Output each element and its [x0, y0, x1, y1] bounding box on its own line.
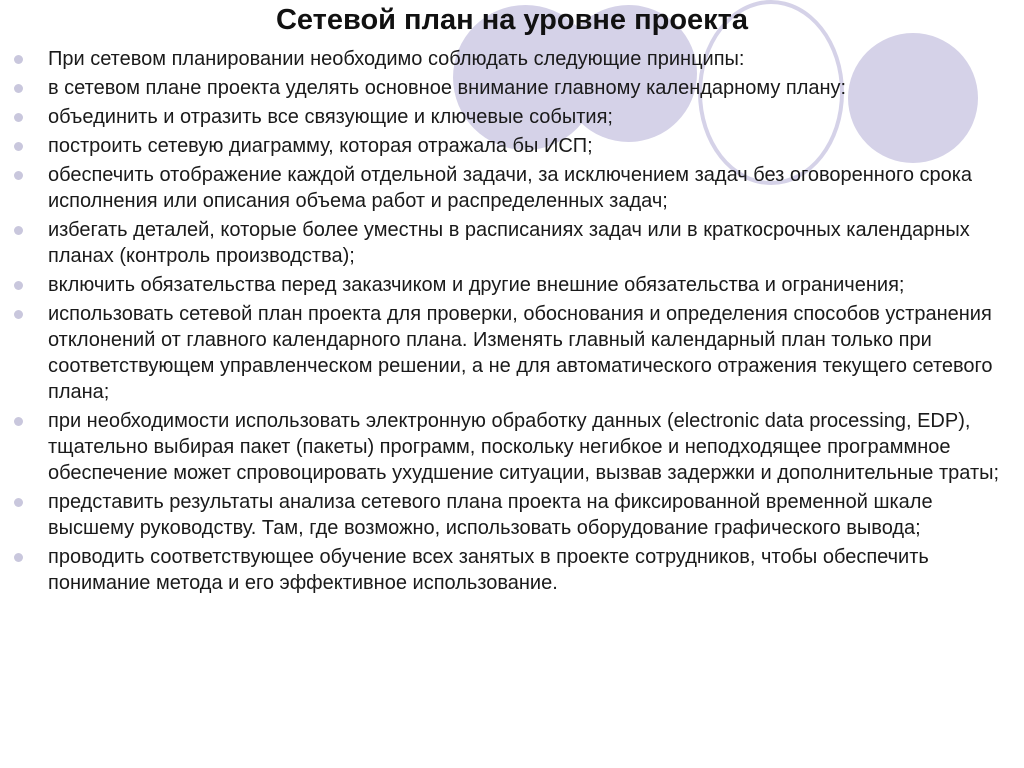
list-item: [14, 544, 1014, 596]
bullet-icon: [14, 113, 23, 122]
list-item-text: избегать деталей, которые более уместны в расписаниях задач или в краткосрочных календарных планах (контроль производства);: [48, 219, 970, 267]
list-item: [14, 217, 1014, 269]
list-item-text: проводить соответствующее обучение всех занятых в проекте сотрудников, чтобы обеспечить понимание метода и его эффективное использование.: [48, 546, 929, 594]
bullet-icon: [14, 310, 23, 319]
slide-title: Сетевой план на уровне проекта: [275, 4, 749, 36]
list-item-text: включить обязательства перед заказчиком и другие внешние обязательства и ограничения;: [48, 274, 905, 296]
bullet-icon: [14, 171, 23, 180]
bullet-icon: [14, 498, 23, 507]
bullet-icon: [14, 281, 23, 290]
bullet-icon: [14, 55, 23, 64]
list-item-text: При сетевом планировании необходимо соблюдать следующие принципы:: [48, 48, 745, 70]
list-item-text: при необходимости использовать электронную обработку данных (electronic data processing, EDP), тщательно выбирая пакет (пакеты) программ, поскольку негибкое и неподходящее программное обеспечение может спровоцировать ухудшение ситуации, вызвав задержки и дополнительные траты;: [48, 410, 1000, 484]
bullet-icon: [14, 142, 23, 151]
list-item: [14, 75, 1014, 101]
list-item: [14, 133, 1014, 159]
list-item: [14, 301, 1014, 405]
bullet-icon: [14, 84, 23, 93]
list-item: [14, 408, 1014, 486]
bullet-icon: [14, 226, 23, 235]
list-item-text: в сетевом плане проекта уделять основное внимание главному календарному плану:: [48, 77, 847, 99]
list-item: [14, 272, 1014, 298]
bullet-icon: [14, 553, 23, 562]
list-item: [14, 162, 1014, 214]
list-item: [14, 104, 1014, 130]
list-item-text: использовать сетевой план проекта для проверки, обоснования и определения способов устранения отклонений от главного календарного плана. Изменять главный календарный план только при соответствующем управленческом решении, а не для автоматического отражения текущего сетевого плана;: [48, 303, 993, 403]
list-item-text: представить результаты анализа сетевого плана проекта на фиксированной временной шкале высшему руководству. Там, где возможно, использовать оборудование графического вывода;: [48, 491, 933, 539]
list-item-text: построить сетевую диаграмму, которая отражала бы ИСП;: [48, 135, 593, 157]
list-item: [14, 489, 1014, 541]
list-item: [14, 46, 1014, 72]
bullet-icon: [14, 417, 23, 426]
list-item-text: обеспечить отображение каждой отдельной задачи, за исключением задач без оговоренного срока исполнения или описания объема работ и распределенных задач;: [48, 164, 973, 212]
bullet-list: [14, 46, 1014, 599]
list-item-text: объединить и отразить все связующие и ключевые события;: [48, 106, 613, 128]
